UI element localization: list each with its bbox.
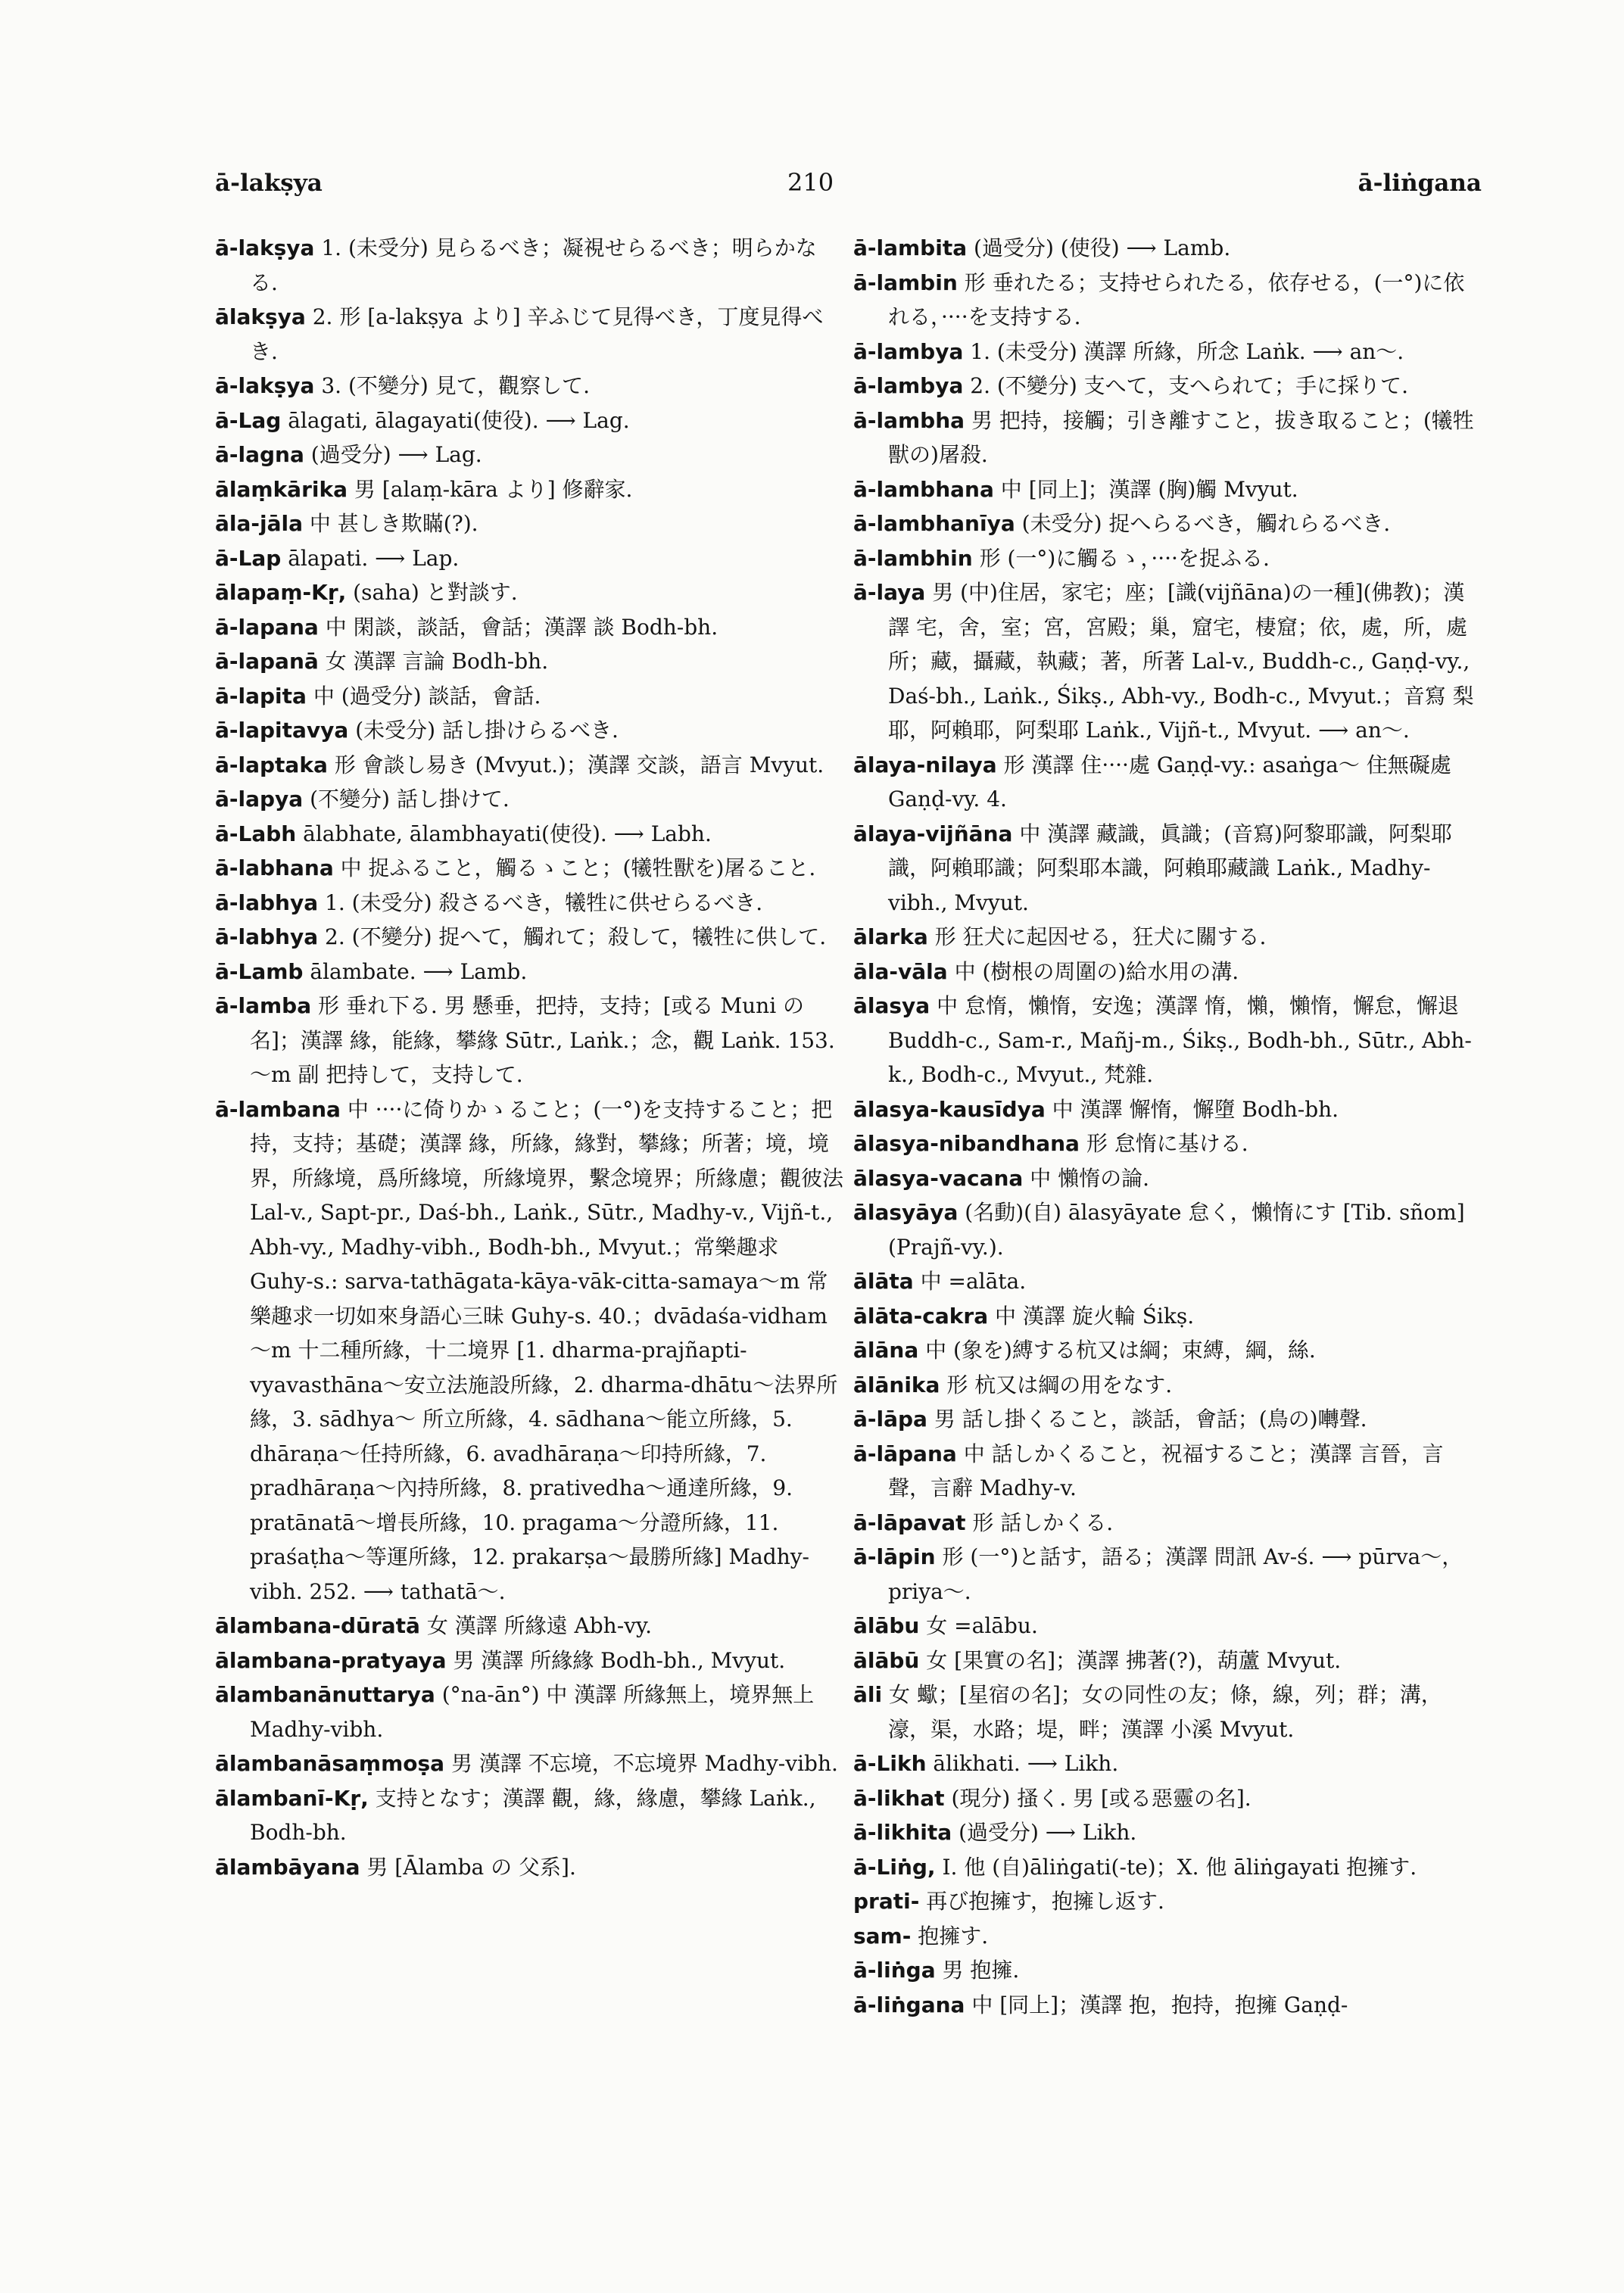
- dictionary-entry: [853, 1884, 1482, 1919]
- dictionary-entry: [215, 886, 843, 921]
- headword: ā-Lap: [215, 545, 282, 571]
- headword: ālaya-vijñāna: [853, 821, 1013, 846]
- dictionary-entry: [853, 1437, 1482, 1506]
- definition: 中 ····に倚りかゝること；(一°)を支持すること；把持，支持；基礎；漢譯 緣，所緣，緣對，攀緣；所著；境，境界，所緣境，爲所緣境，所緣境界，繫念境界；所緣慮；觀彼法 Lal-v., Sapt-pr., Daś-bh., Laṅk., Sūtr., Madhy-v., Vijñ-t., Abh-vy., Madhy-vibh., Bodh-bh., Mvyut.；常樂趣求 Guhy-s.: sarva-tathāgata-kāya-vāk-citta-samaya～m 常樂趣求一切如來身語心三昧 Guhy-s. 40.；dvādaśa-vidham ～m 十二種所緣，十二境界 [1. dharma-prajñapti-vyavasthāna～安立法施設所緣，2. dharma-dhātu～法界所緣，3. sādhya～ 所立所緣，4. sādhana～能立所緣，5. dhāraṇa～任持所緣，6. avadhāraṇa～印持所緣，7. pradhāraṇa～內持所緣，8. prativedha～通達所緣，9. pratānatā～增長所緣，10. pragama～分證所緣，11. praśaṭha～等運所緣，12. prakarṣa～最勝所緣] Madhy-vibh. 252. ⟶ tathatā～.: [250, 1096, 844, 1604]
- dictionary-entry: [215, 1781, 843, 1850]
- definition: (名動)(自) ālasyāyate 怠く，懶惰にす [Tib. sñom] (Prajñ-vy.).: [888, 1200, 1465, 1260]
- headword: āli: [853, 1682, 883, 1707]
- dictionary-entry: [215, 644, 843, 679]
- dictionary-entry: [853, 1781, 1482, 1816]
- dictionary-entry: [215, 955, 843, 989]
- definition: 2. 形 [a-lakṣya より] 辛ふじて見得べき，丁度見得べき.: [250, 304, 824, 364]
- definition: 中 (樹根の周圍の)給水用の溝.: [954, 958, 1239, 984]
- dictionary-entry: [853, 1161, 1482, 1196]
- headword: ā-lambhin: [853, 545, 973, 571]
- dictionary-entry: [853, 231, 1482, 266]
- definition: 形 杭又は綱の用をなす.: [946, 1372, 1173, 1397]
- definition: 3. (不變分) 見て，觀察して.: [321, 373, 591, 398]
- definition: (saha) と對談す.: [353, 580, 518, 605]
- headword: ā-lapanā: [215, 649, 319, 674]
- definition: 形 漢譯 住····處 Gaṇḍ-vy.: asaṅga～ 住無礙處 Gaṇḍ-vy. 4.: [888, 752, 1451, 812]
- definition: 男 把持，接觸；引き離すこと，拔き取ること；(犧牲獸の)屠殺.: [888, 407, 1474, 467]
- headword: ā-lakṣya: [215, 235, 315, 260]
- definition: 2. (不變分) 捉へて，觸れて；殺して，犧牲に供して.: [325, 924, 827, 949]
- headword: ā-Likh: [853, 1751, 927, 1776]
- headword: ālābū: [853, 1647, 920, 1673]
- headword: ā-lamba: [215, 993, 312, 1018]
- definition: 1. (未受分) 殺さるべき，犧牲に供せらるべき.: [325, 889, 763, 915]
- headword: ālasyāya: [853, 1200, 959, 1225]
- dictionary-entry: [215, 506, 843, 541]
- definition: 中 怠惰，懶惰，安逸；漢譯 惰，懶，懶惰，懈怠，懈退 Buddh-c., Sam-r., Mañj-m., Śikṣ., Bodh-bh., Sūtr., Abh-k., Bodh-c., Mvyut., 梵雜.: [888, 993, 1472, 1087]
- dictionary-entry: [853, 403, 1482, 472]
- dictionary-entry: [853, 266, 1482, 335]
- headword: ālāta-cakra: [853, 1303, 989, 1329]
- headword: ā-liṅgana: [853, 1992, 965, 2017]
- definition: (不變分) 話し掛けて.: [310, 787, 510, 812]
- dictionary-entry: [215, 817, 843, 852]
- dictionary-entry: [215, 610, 843, 645]
- dictionary-entry: [215, 851, 843, 886]
- definition: 形 (一°)に觸るゝ，····を捉ふる.: [979, 545, 1270, 571]
- dictionary-entry: [853, 1643, 1482, 1678]
- dictionary-entry: [853, 1333, 1482, 1368]
- dictionary-entry: [215, 679, 843, 714]
- dictionary-entry: [215, 1746, 843, 1781]
- definition: 中 =alāta.: [920, 1269, 1027, 1294]
- definition: 形 話しかくる.: [972, 1509, 1114, 1535]
- headword: ālambanānuttarya: [215, 1682, 435, 1707]
- headword: ā-lambya: [853, 373, 964, 398]
- definition: 支持となす；漢譯 觀，緣，緣慮，攀緣 Laṅk., Bodh-bh.: [250, 1785, 816, 1845]
- headword: ālasya-nibandhana: [853, 1131, 1080, 1156]
- headword: ā-Lag: [215, 407, 282, 433]
- dictionary-entry: [853, 1264, 1482, 1299]
- definition: 形 狂犬に起因せる，狂犬に關する.: [934, 924, 1267, 949]
- dictionary-entry: [215, 1678, 843, 1746]
- headword: ālapaṃ-Kṛ,: [215, 580, 347, 605]
- headword: ālakṣya: [215, 304, 306, 329]
- dictionary-entry: [853, 748, 1482, 817]
- definition: 1. (未受分) 見らるべき；凝視せらるべき；明らかなる.: [250, 235, 817, 295]
- headword: ālānika: [853, 1372, 940, 1397]
- definition: 再び抱擁す，抱擁し返す.: [926, 1889, 1164, 1914]
- headword: ā-lambita: [853, 235, 968, 260]
- headword: ālambanāsaṃmoṣa: [215, 1751, 445, 1776]
- dictionary-entry: [215, 575, 843, 610]
- dictionary-entry: [853, 989, 1482, 1092]
- dictionary-entry: [853, 1746, 1482, 1781]
- running-head-right: ā-liṅgana: [1357, 170, 1482, 197]
- headword: ā-lambha: [853, 407, 965, 433]
- dictionary-entry: [215, 1609, 843, 1643]
- definition: (過受分) ⟶ Lag.: [310, 442, 482, 467]
- definition: 男 漢譯 不忘境，不忘境界 Madhy-vibh.: [450, 1751, 838, 1776]
- dictionary-entry: [215, 748, 843, 783]
- headword: ā-lāpana: [853, 1441, 957, 1466]
- dictionary-entry: [215, 472, 843, 507]
- definition: ālambate. ⟶ Lamb.: [310, 958, 528, 984]
- definition: 女 [果實の名]；漢譯 拂著(?)，葫蘆 Mvyut.: [926, 1647, 1342, 1673]
- dictionary-entry: [853, 920, 1482, 955]
- dictionary-entry: [215, 541, 843, 576]
- definition: ālikhati. ⟶ Likh.: [933, 1751, 1119, 1776]
- right-column: [853, 231, 1482, 2022]
- dictionary-entry: [215, 403, 843, 438]
- dictionary-entry: [853, 1368, 1482, 1403]
- headword: ālasya: [853, 993, 930, 1018]
- definition: 1. (未受分) 漢譯 所緣，所念 Laṅk. ⟶ an～.: [970, 338, 1404, 364]
- headword: ā-lāpa: [853, 1407, 927, 1432]
- definition: 女 蠍；[星宿の名]；女の同性の友；條，線，列；群；溝，濠，渠，水路；堤，畔；漢譯 小溪 Mvyut.: [888, 1682, 1442, 1742]
- definition: 抱擁す.: [918, 1923, 989, 1949]
- definition: (過受分) ⟶ Likh.: [959, 1820, 1137, 1845]
- definition: (°na-ān°) 中 漢譯 所緣無上，境界無上 Madhy-vibh.: [250, 1682, 815, 1742]
- definition: 中 話しかくること，祝福すること；漢譯 言晉，言聲，言辭 Madhy-v.: [888, 1441, 1444, 1500]
- headword: ā-lambya: [853, 338, 964, 364]
- headword: ālambana-pratyaya: [215, 1647, 447, 1673]
- headword: ā-labhya: [215, 924, 319, 949]
- headword: ā-lambhana: [853, 476, 994, 502]
- headword: ālāna: [853, 1338, 919, 1363]
- definition: 2. (不變分) 支へて，支へられて；手に採りて.: [970, 373, 1408, 398]
- headword: āla-jāla: [215, 511, 303, 536]
- dictionary-entry: [853, 472, 1482, 507]
- dictionary-entry: [853, 1506, 1482, 1541]
- definition: 形 會談し易き (Mvyut.)；漢譯 交談，語言 Mvyut.: [334, 752, 824, 777]
- headword: sam-: [853, 1923, 912, 1949]
- definition: 男 [Ālamba の 父系].: [366, 1854, 576, 1880]
- dictionary-entry: [215, 920, 843, 955]
- definition: I. 他 (自)āliṅgati(-te)；X. 他 āliṅgayati 抱擁す.: [942, 1854, 1417, 1880]
- headword: ālambana-dūratā: [215, 1613, 420, 1638]
- headword: ālasya-kausīdya: [853, 1096, 1046, 1122]
- headword: ā-lagna: [215, 442, 304, 467]
- dictionary-entry: [215, 1850, 843, 1885]
- headword: ā-lāpin: [853, 1544, 936, 1569]
- dictionary-entry: [853, 1402, 1482, 1437]
- definition: 中 漢譯 懈惰，懈墮 Bodh-bh.: [1052, 1096, 1339, 1122]
- dictionary-entry: [215, 300, 843, 369]
- definition: 中 漢譯 旋火輪 Śikṣ.: [995, 1303, 1195, 1329]
- headword: ālambāyana: [215, 1854, 360, 1880]
- headword: ā-lakṣya: [215, 373, 315, 398]
- definition: 中 (象を)縛する杭又は綱；束縛，綱，絲.: [925, 1338, 1316, 1363]
- definition: 男 [alaṃ-kāra より] 修辭家.: [354, 476, 633, 502]
- headword: ā-labhya: [215, 889, 319, 915]
- headword: āla-vāla: [853, 958, 948, 984]
- headword: ā-lambin: [853, 269, 958, 295]
- dictionary-entry: [853, 955, 1482, 989]
- dictionary-entry: [215, 782, 843, 817]
- dictionary-entry: [215, 1643, 843, 1678]
- dictionary-entry: [853, 1540, 1482, 1609]
- left-column: [215, 231, 843, 1884]
- headword: ā-lapana: [215, 614, 319, 640]
- definition: ālabhate, ālambhayati(使役). ⟶ Labh.: [303, 821, 712, 846]
- headword: prati-: [853, 1889, 920, 1914]
- definition: 女 漢譯 所緣遠 Abh-vy.: [426, 1613, 652, 1638]
- dictionary-entry: [853, 1092, 1482, 1127]
- definition: (未受分) 捉へらるべき，觸れらるべき.: [1021, 511, 1391, 536]
- headword: ā-likhat: [853, 1785, 945, 1811]
- definition: 男 漢譯 所緣緣 Bodh-bh., Mvyut.: [453, 1647, 786, 1673]
- headword: ā-Labh: [215, 821, 297, 846]
- dictionary-entry: [853, 1919, 1482, 1954]
- headword: ā-likhita: [853, 1820, 952, 1845]
- dictionary-entry: [853, 817, 1482, 921]
- headword: ā-lambhanīya: [853, 511, 1015, 536]
- definition: (過受分) (使役) ⟶ Lamb.: [974, 235, 1231, 260]
- dictionary-entry: [215, 1092, 843, 1609]
- dictionary-entry: [215, 231, 843, 300]
- headword: ālaṃkārika: [215, 476, 348, 502]
- dictionary-entry: [853, 1126, 1482, 1161]
- headword: ā-liṅga: [853, 1958, 936, 1983]
- definition: 中 [同上]；漢譯 抱，抱持，抱擁 Gaṇḍ-: [971, 1992, 1348, 2017]
- definition: 女 =alābu.: [926, 1613, 1038, 1638]
- headword: ā-laptaka: [215, 752, 328, 777]
- definition: (未受分) 話し掛けらるべき.: [355, 718, 619, 743]
- definition: 中 漢譯 藏識，眞識；(音寫)阿黎耶識，阿梨耶識，阿賴耶識；阿梨耶本識，阿賴耶藏識 Laṅk., Madhy-vibh., Mvyut.: [888, 821, 1452, 915]
- definition: 中 閑談，談話，會話；漢譯 談 Bodh-bh.: [325, 614, 718, 640]
- headword: ā-lapya: [215, 787, 304, 812]
- definition: 形 垂れたる；支持せられたる，依存せる，(一°)に依れる，····を支持する.: [888, 269, 1465, 329]
- definition: 男 (中)住居，家宅；座；[識(vijñāna)の一種](佛教)；漢譯 宅，舍，室；宮，宮殿；巢，窟宅，棲窟；依，處，所，處所；藏，攝藏，執藏；著，所著 Lal-v., Buddh-c., Gaṇḍ-vy., Daś-bh., Laṅk., Śikṣ., Abh-vy., Bodh-c., Mvyut.；音寫 梨耶，阿賴耶，阿梨耶 Laṅk., Vijñ-t., Mvyut. ⟶ an～.: [888, 580, 1474, 743]
- definition: (現分) 搔く. 男 [或る惡靈の名].: [951, 1785, 1252, 1811]
- definition: 男 話し掛くること，談話，會話；(鳥の)囀聲.: [934, 1407, 1367, 1432]
- definition: ālapati. ⟶ Lap.: [288, 545, 460, 571]
- headword: ā-labhana: [215, 855, 334, 880]
- headword: ālaya-nilaya: [853, 752, 997, 777]
- definition: 形 (一°)と話す，語る；漢譯 問訊 Av-ś. ⟶ pūrva～，priya～.: [888, 1544, 1463, 1604]
- dictionary-entry: [853, 575, 1482, 748]
- dictionary-entry: [853, 506, 1482, 541]
- dictionary-entry: [853, 1988, 1482, 2023]
- definition: 中 捉ふること，觸るゝこと；(犧牲獸を)屠ること.: [340, 855, 816, 880]
- dictionary-entry: [853, 541, 1482, 576]
- headword: ālarka: [853, 924, 928, 949]
- dictionary-entry: [215, 713, 843, 748]
- headword: ā-lāpavat: [853, 1509, 966, 1535]
- dictionary-entry: [853, 1953, 1482, 1988]
- headword: ā-Liṅg,: [853, 1854, 936, 1880]
- definition: 中 懶惰の論.: [1030, 1165, 1150, 1191]
- dictionary-entry: [853, 1609, 1482, 1643]
- definition: 男 抱擁.: [942, 1958, 1020, 1983]
- dictionary-entry: [215, 369, 843, 403]
- page-number: 210: [787, 168, 834, 197]
- dictionary-entry: [215, 989, 843, 1092]
- headword: ālāta: [853, 1269, 914, 1294]
- dictionary-entry: [215, 438, 843, 472]
- headword: ā-laya: [853, 580, 926, 605]
- dictionary-entry: [853, 1678, 1482, 1746]
- definition: 女 漢譯 言論 Bodh-bh.: [325, 649, 549, 674]
- headword: ā-Lamb: [215, 958, 304, 984]
- headword: ā-lambana: [215, 1096, 341, 1122]
- definition: 中 甚しき欺瞞(?).: [309, 511, 478, 536]
- headword: ālambanī-Kṛ,: [215, 1785, 369, 1811]
- headword: ā-lapitavya: [215, 718, 349, 743]
- definition: 中 (過受分) 談話，會話.: [313, 683, 541, 709]
- dictionary-entry: [853, 1299, 1482, 1334]
- definition: ālagati, ālagayati(使役). ⟶ Lag.: [288, 407, 630, 433]
- dictionary-entry: [853, 369, 1482, 403]
- dictionary-entry: [853, 1195, 1482, 1264]
- definition: 形 怠惰に基ける.: [1086, 1131, 1248, 1156]
- dictionary-entry: [853, 1815, 1482, 1850]
- running-head-left: ā-lakṣya: [215, 170, 323, 197]
- dictionary-entry: [853, 1850, 1482, 1885]
- headword: ālasya-vacana: [853, 1165, 1024, 1191]
- definition: 中 [同上]；漢譯 (胸)觸 Mvyut.: [1000, 476, 1298, 502]
- headword: ā-lapita: [215, 683, 307, 709]
- headword: ālābu: [853, 1613, 920, 1638]
- dictionary-entry: [853, 335, 1482, 369]
- definition: 形 垂れ下る. 男 懸垂，把持，支持；[或る Muni の名]；漢譯 緣，能緣，攀緣 Sūtr., Laṅk.；念，觀 Laṅk. 153. ～m 副 把持して，支持して.: [250, 993, 835, 1087]
